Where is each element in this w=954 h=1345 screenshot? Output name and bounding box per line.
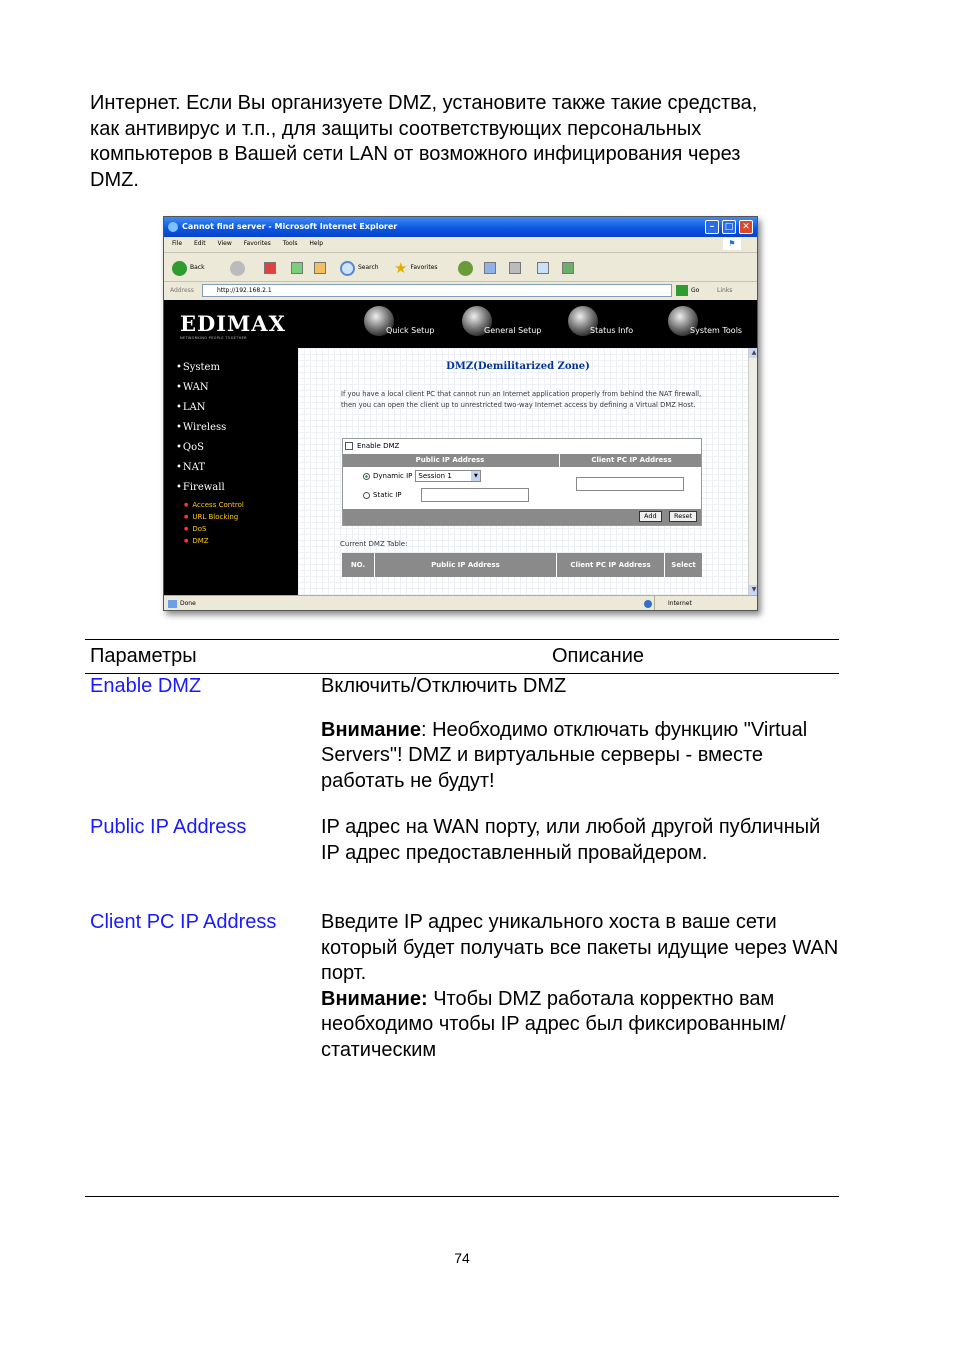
header-description: Описание bbox=[552, 645, 645, 667]
dmz-form bbox=[342, 438, 702, 526]
status-done: Done bbox=[180, 600, 196, 607]
dmz-form-header bbox=[343, 454, 701, 467]
sidebar-item-qos[interactable]: • QoS bbox=[176, 442, 204, 454]
current-dmz-table-label: Current DMZ Table: bbox=[340, 540, 408, 548]
sidebar-sub-access-control[interactable]: ● Access Control bbox=[184, 501, 244, 510]
dmz-form-footer bbox=[343, 509, 701, 525]
page-icon bbox=[168, 600, 177, 608]
param-public-ip: Public IP Address bbox=[90, 816, 247, 838]
sidebar-item-firewall[interactable]: • Firewall bbox=[176, 482, 225, 494]
enable-dmz-label: Enable DMZ bbox=[357, 442, 400, 450]
dynamic-ip-row: Dynamic IP Session 1 ▼ bbox=[363, 470, 481, 482]
messenger-icon bbox=[562, 262, 574, 274]
router-sidebar bbox=[164, 348, 298, 595]
static-ip-input[interactable] bbox=[421, 488, 529, 502]
sidebar-item-system[interactable]: • System bbox=[176, 362, 220, 374]
forward-arrow-icon bbox=[230, 261, 245, 276]
browser-toolbar bbox=[164, 252, 757, 282]
menu-bar bbox=[164, 237, 757, 251]
address-label: Address bbox=[170, 287, 194, 294]
dmz-description: If you have a local client PC that cannot run an Internet application properly from behind the NAT firewall, then you can open the client up to unrestricted two-way Internet access by defining a Virtual DMZ Host. bbox=[341, 390, 702, 409]
sidebar-item-lan[interactable]: • LAN bbox=[176, 402, 206, 414]
history-icon bbox=[458, 261, 473, 276]
static-ip-row: Static IP bbox=[363, 488, 529, 502]
address-bar bbox=[164, 282, 757, 299]
reset-button[interactable]: Reset bbox=[669, 511, 697, 522]
url-field[interactable]: http://192.168.2.1 bbox=[202, 284, 672, 297]
menu-tools[interactable]: Tools bbox=[282, 240, 298, 247]
windows-flag-icon: ⚑ bbox=[723, 238, 741, 250]
tbl-col-client: Client PC IP Address bbox=[556, 553, 664, 577]
sidebar-sub-url-blocking[interactable]: ● URL Blocking bbox=[184, 513, 238, 522]
menu-view[interactable]: View bbox=[217, 240, 232, 247]
router-page bbox=[164, 300, 757, 595]
favorites-button[interactable]: ★ Favorites bbox=[394, 259, 438, 277]
sidebar-item-wan[interactable]: • WAN bbox=[176, 382, 209, 394]
enable-dmz-checkbox[interactable] bbox=[345, 442, 353, 450]
dmz-content bbox=[298, 348, 748, 595]
edimax-logo: EDIMAX bbox=[180, 311, 286, 336]
mail-icon bbox=[484, 262, 496, 274]
tbl-col-public: Public IP Address bbox=[374, 553, 556, 577]
desc-enable-dmz: Включить/Отключить DMZ Внимание: Необходимо отключать функцию "Virtual Servers"! DMZ и виртуальные серверы - вместе работать не будут! bbox=[321, 675, 808, 792]
forward-button[interactable] bbox=[230, 260, 245, 276]
enable-dmz-row bbox=[345, 442, 399, 450]
session-select[interactable]: Session 1 ▼ bbox=[415, 470, 481, 482]
ie-icon bbox=[168, 222, 178, 232]
refresh-button[interactable] bbox=[291, 260, 303, 276]
col-client-ip: Client PC IP Address bbox=[559, 454, 703, 467]
table-bottom-rule bbox=[85, 1196, 839, 1197]
search-icon bbox=[340, 261, 355, 276]
status-bar bbox=[164, 595, 757, 611]
warning-label: Внимание bbox=[321, 718, 421, 741]
chevron-down-icon: ▼ bbox=[471, 471, 480, 481]
tbl-col-no: NO. bbox=[350, 561, 366, 569]
history-button[interactable] bbox=[458, 260, 473, 276]
param-client-pc-ip: Client PC IP Address bbox=[90, 911, 277, 933]
dynamic-ip-radio[interactable] bbox=[363, 473, 370, 480]
window-title-bar bbox=[164, 217, 757, 237]
menu-help[interactable]: Help bbox=[309, 240, 324, 247]
sidebar-item-nat[interactable]: • NAT bbox=[176, 462, 205, 474]
dmz-page-title: DMZ(Demilitarized Zone) bbox=[446, 361, 590, 372]
router-banner: EDIMAX NETWORKING PEOPLE TOGETHER Quick Setup General Setup Status Info System Tools bbox=[164, 300, 757, 348]
back-button[interactable]: Back bbox=[172, 260, 205, 276]
menu-edit[interactable]: Edit bbox=[193, 240, 206, 247]
stop-button[interactable] bbox=[264, 260, 276, 276]
sidebar-sub-dmz[interactable]: ● DMZ bbox=[184, 537, 209, 546]
col-public-ip: Public IP Address bbox=[415, 456, 485, 464]
page-number: 74 bbox=[454, 1250, 470, 1266]
star-icon: ★ bbox=[394, 259, 408, 277]
minimize-icon[interactable]: – bbox=[705, 220, 719, 234]
menu-favorites[interactable]: Favorites bbox=[243, 240, 271, 247]
scroll-down-icon[interactable]: ▼ bbox=[749, 585, 758, 595]
current-dmz-table bbox=[342, 553, 702, 577]
client-ip-input[interactable] bbox=[576, 477, 684, 491]
go-button[interactable]: Go bbox=[691, 287, 700, 294]
edit-icon bbox=[537, 262, 549, 274]
search-button[interactable]: Search bbox=[340, 260, 379, 276]
table-top-rule bbox=[85, 639, 839, 640]
internet-zone-icon bbox=[644, 600, 652, 608]
print-icon bbox=[509, 262, 521, 274]
status-zone: Internet bbox=[654, 596, 692, 611]
sidebar-item-wireless[interactable]: • Wireless bbox=[176, 422, 226, 434]
go-icon[interactable] bbox=[676, 285, 688, 296]
warning-label: Внимание: bbox=[321, 987, 428, 1010]
menu-file[interactable]: File bbox=[172, 240, 183, 247]
print-button[interactable] bbox=[509, 260, 521, 276]
sidebar-sub-dos[interactable]: ● DoS bbox=[184, 525, 207, 534]
scroll-up-icon[interactable]: ▲ bbox=[749, 348, 758, 358]
maximize-icon[interactable]: □ bbox=[722, 220, 736, 234]
header-parameters: Параметры bbox=[90, 645, 197, 667]
home-button[interactable] bbox=[314, 260, 326, 276]
links-button[interactable]: Links bbox=[717, 287, 733, 294]
logo-tagline: NETWORKING PEOPLE TOGETHER bbox=[180, 336, 247, 340]
messenger-button[interactable] bbox=[562, 260, 574, 276]
refresh-icon bbox=[291, 262, 303, 274]
vertical-scrollbar[interactable] bbox=[748, 348, 758, 595]
tbl-col-select: Select bbox=[664, 553, 702, 577]
desc-client-pc-ip: Введите IP адрес уникального хоста в ваше сети который будет получать все пакеты идущие через WAN порт. Внимание: Чтобы DMZ работала корректно вам необходимо чтобы IP адрес был фиксированным/статическим bbox=[321, 911, 839, 1061]
back-arrow-icon bbox=[172, 261, 187, 276]
intro-paragraph: Интернет. Если Вы организуете DMZ, установите также такие средства, как антивирус и т.п., для защиты соответствующих персональных компьютеров в Вашей сети LAN от возможного инфицирования через DMZ. bbox=[90, 92, 758, 191]
home-icon bbox=[314, 262, 326, 274]
add-button[interactable]: Add bbox=[639, 511, 662, 522]
mail-button[interactable] bbox=[484, 260, 496, 276]
close-icon[interactable]: ✕ bbox=[739, 220, 753, 234]
stop-icon bbox=[264, 262, 276, 274]
desc-public-ip: IP адрес на WAN порту, или любой другой публичный IP адрес предоставленный провайдером. bbox=[321, 816, 821, 864]
window-title: Cannot find server - Microsoft Internet Explorer bbox=[182, 222, 398, 231]
static-ip-radio[interactable] bbox=[363, 492, 370, 499]
param-enable-dmz: Enable DMZ bbox=[90, 675, 202, 697]
edit-button[interactable] bbox=[537, 260, 549, 276]
browser-screenshot bbox=[163, 216, 758, 611]
